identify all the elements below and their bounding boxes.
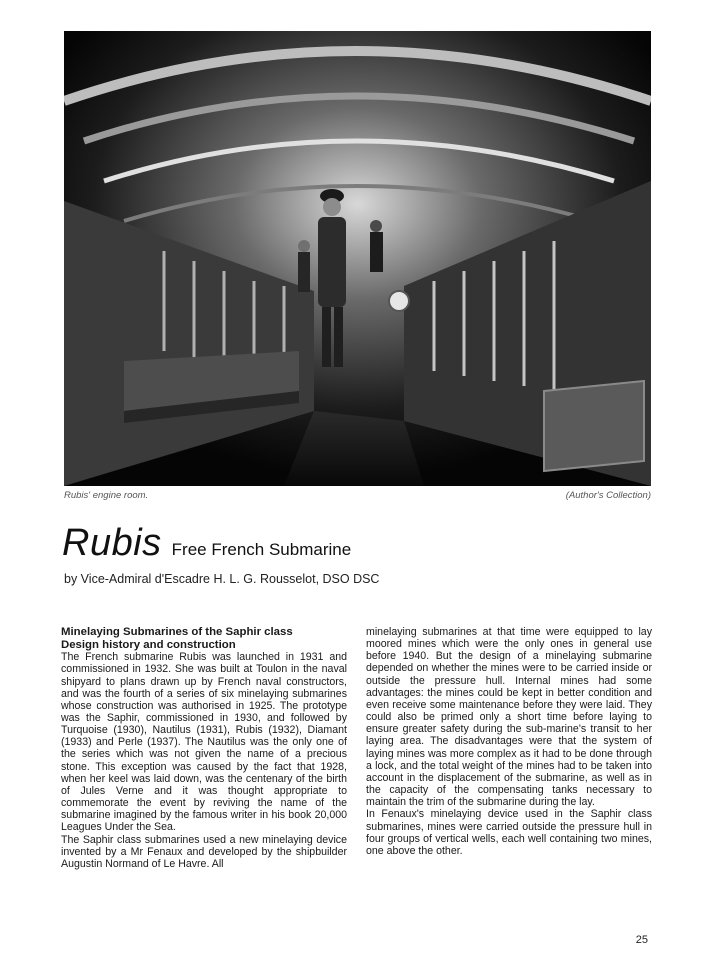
photo-credit: (Author's Collection) [565,490,651,501]
engine-room-photo [64,31,651,486]
article-byline: by Vice-Admiral d'Escadre H. L. G. Rousselot, DSO DSC [64,572,380,586]
body-paragraph: The Saphir class submarines used a new minelaying device invented by a Mr Fenaux and developed by the shipbuilder Augustin Normand of Le Havre. All [61,833,347,870]
article-title-row [62,522,351,565]
body-paragraph: minelaying submarines at that time were equipped to lay moored mines which were the only ones in general use before 1940. But the design of a minelaying submarine depended on whether the mines were to be carried inside or outside the pressure hull. Internal mines had some advantages: the mines could be kept in better condition and even receive some maintenance before they were laid. They could also be primed only a short time before laying to ensure greater safety during the sub-marine's transit to her laying area. The disadvantages were that the system of laying mines was more complex as it had to be done through a lock, and the total weight of the mines had to be taken into account in the displacement of the submarine, as well as in the capacity of the compensating tanks necessary to maintain the trim of the submarine during the lay. [366,626,652,809]
subsection-heading: Design history and construction [61,638,236,651]
photo-caption: Rubis' engine room. [64,490,149,501]
article-title: Rubis [62,522,162,564]
article-subtitle: Free French Submarine [171,540,352,559]
body-paragraph: In Fenaux's minelaying device used in the Saphir class submarines, mines were carried outside the pressure hull in four groups of vertical wells, each well containing two mines, one above the other. [366,808,652,857]
body-paragraph: The French submarine Rubis was launched in 1931 and commissioned in 1932. She was built at Toulon in the naval shipyard to plans drawn up by French naval constructors, and was the fourth of a series of six minelaying submarines whose construction was authorised in 1925. The prototype was the Saphir, commissioned in 1930, and followed by Turquoise (1930), Nautilus (1931), Rubis (1932), Diamant (1933) and Perle (1937). The Nautilus was the only one of the series which was not given the name of a precious stone. This exception was caused by the fact that 1928, when her keel was laid down, was the centenary of the birth of Jules Verne and it was thought appropriate to commemorate the event by reviving the name of the submarine imagined by the famous writer in his book 20,000 Leagues Under the Sea. [61,651,347,834]
page-number: 25 [635,934,648,946]
engine-room-illustration [64,31,651,486]
section-heading: Minelaying Submarines of the Saphir class [61,626,293,638]
left-column [61,626,347,870]
right-column [366,626,652,857]
